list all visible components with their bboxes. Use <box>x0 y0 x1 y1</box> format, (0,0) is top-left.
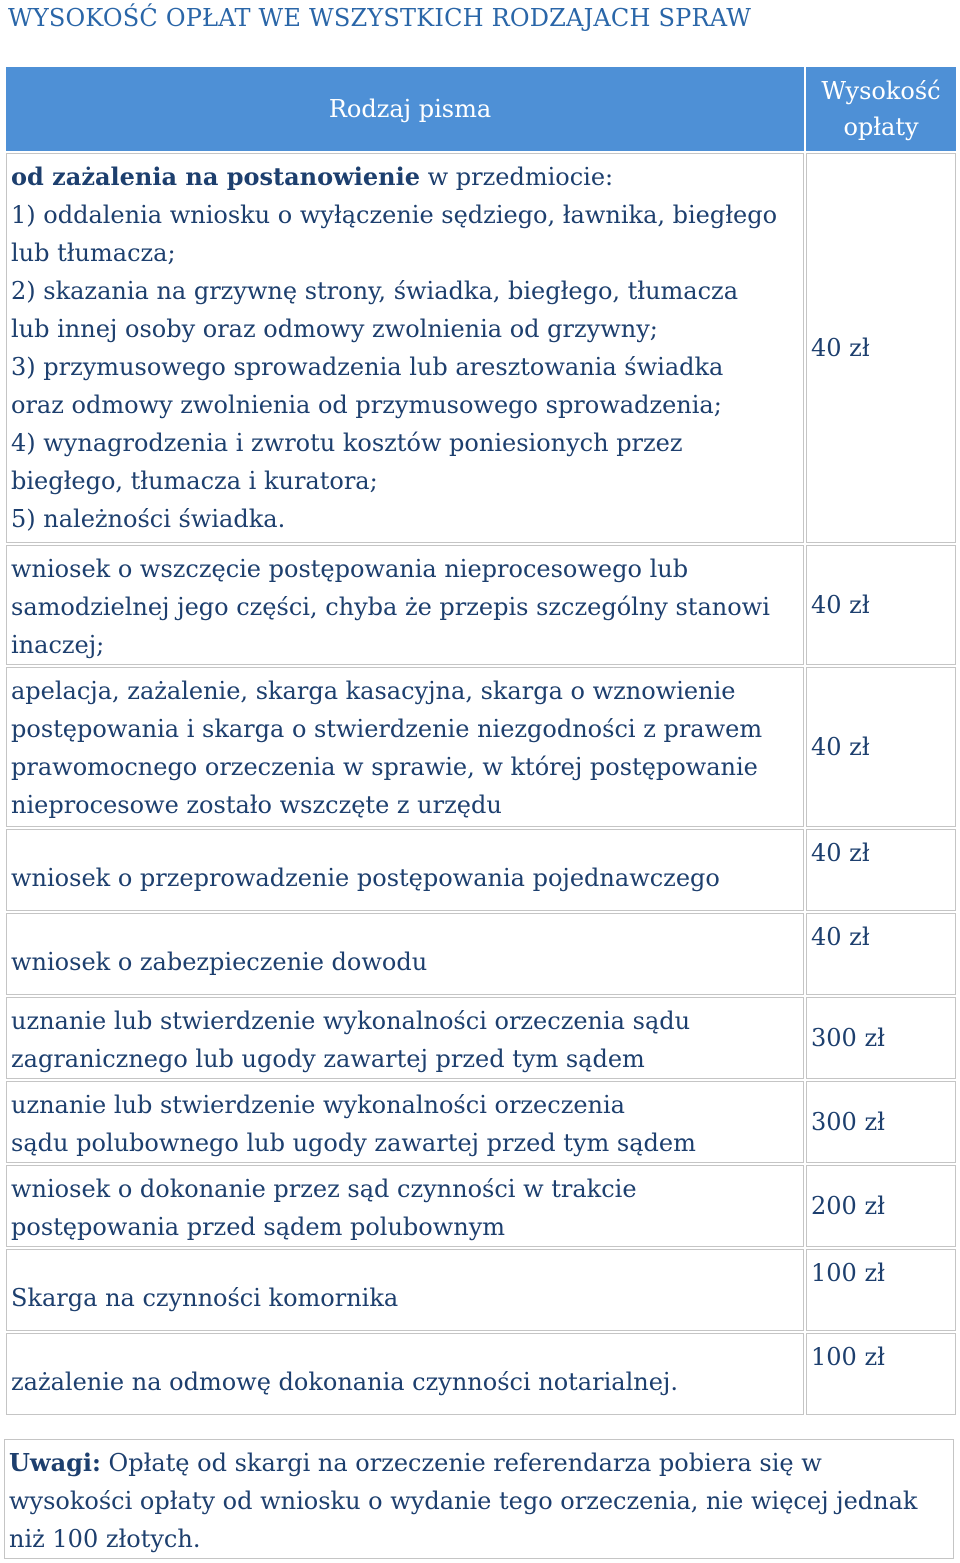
note-line: wysokości opłaty od wniosku o wydanie tego orzeczenia, nie więcej jednak <box>9 1487 918 1515</box>
row-line: postępowania przed sądem polubownym <box>11 1213 506 1241</box>
document-type-cell <box>6 1165 804 1247</box>
remarks-note <box>4 1439 954 1559</box>
document-type-cell <box>6 1081 804 1163</box>
table-row <box>6 1333 956 1415</box>
row-line: 5) należności świadka. <box>11 505 286 533</box>
table-row <box>6 829 956 911</box>
row-line: wniosek o dokonanie przez sąd czynności w trakcie <box>11 1175 637 1203</box>
fee-cell: 300 zł <box>806 1081 956 1163</box>
table-row <box>6 1249 956 1331</box>
page-title: WYSOKOŚĆ OPŁAT WE WSZYSTKICH RODZAJACH SPRAW <box>8 4 752 32</box>
table-header-row <box>6 67 956 151</box>
row-line: apelacja, zażalenie, skarga kasacyjna, skarga o wznowienie <box>11 677 736 705</box>
fee-cell: 40 zł <box>806 545 956 665</box>
table-row <box>6 667 956 827</box>
row-line: 2) skazania na grzywnę strony, świadka, biegłego, tłumacza <box>11 277 739 305</box>
row-line: wniosek o przeprowadzenie postępowania pojednawczego <box>11 864 720 892</box>
document-type-cell <box>6 1333 804 1415</box>
row-line: lub tłumacza; <box>11 239 176 267</box>
row-line: oraz odmowy zwolnienia od przymusowego sprowadzenia; <box>11 391 722 419</box>
fee-cell: 200 zł <box>806 1165 956 1247</box>
row-line: nieprocesowe zostało wszczęte z urzędu <box>11 791 502 819</box>
row-line: inaczej; <box>11 631 105 659</box>
fees-table <box>4 65 958 1417</box>
fee-cell: 100 zł <box>806 1333 956 1415</box>
row-line: lub innej osoby oraz odmowy zwolnienia od grzywny; <box>11 315 658 343</box>
row-line-text: w przedmiocie: <box>420 163 614 191</box>
document-type-cell <box>6 545 804 665</box>
document-type-cell <box>6 997 804 1079</box>
table-row <box>6 997 956 1079</box>
fee-cell: 300 zł <box>806 997 956 1079</box>
row-line <box>11 158 799 196</box>
note-line: niż 100 złotych. <box>9 1525 201 1553</box>
document-type-cell <box>6 829 804 911</box>
note-line <box>9 1444 947 1482</box>
row-line: 3) przymusowego sprowadzenia lub aresztowania świadka <box>11 353 724 381</box>
note-label: Uwagi: <box>9 1448 101 1477</box>
fee-cell: 100 zł <box>806 1249 956 1331</box>
fee-cell: 40 zł <box>806 913 956 995</box>
row-line: sądu polubownego lub ugody zawartej przed tym sądem <box>11 1129 696 1157</box>
row-line: wniosek o zabezpieczenie dowodu <box>11 948 428 976</box>
column-header-fee-line: Wysokość <box>821 77 941 105</box>
row-line: 4) wynagrodzenia i zwrotu kosztów poniesionych przez <box>11 429 683 457</box>
document-type-cell <box>6 913 804 995</box>
fee-cell: 40 zł <box>806 153 956 543</box>
document-type-cell <box>6 667 804 827</box>
column-header-fee-amount <box>806 67 956 151</box>
document-type-cell <box>6 1249 804 1331</box>
row-line: 1) oddalenia wniosku o wyłączenie sędziego, ławnika, biegłego <box>11 201 778 229</box>
row-line: biegłego, tłumacza i kuratora; <box>11 467 378 495</box>
note-line-text: Opłatę od skargi na orzeczenie referendarza pobiera się w <box>100 1449 822 1477</box>
row-line: wniosek o wszczęcie postępowania nieprocesowego lub <box>11 555 689 583</box>
column-header-fee-line: opłaty <box>843 113 919 141</box>
fee-cell: 40 zł <box>806 667 956 827</box>
row-line: postępowania i skarga o stwierdzenie niezgodności z prawem <box>11 715 763 743</box>
column-header-document-type: Rodzaj pisma <box>6 67 804 151</box>
table-row <box>6 913 956 995</box>
table-row <box>6 545 956 665</box>
row-line: zażalenie na odmowę dokonania czynności notarialnej. <box>11 1368 678 1396</box>
row-line: prawomocnego orzeczenia w sprawie, w której postępowanie <box>11 753 758 781</box>
fee-cell: 40 zł <box>806 829 956 911</box>
row-line: Skarga na czynności komornika <box>11 1284 399 1312</box>
row-line: zagranicznego lub ugody zawartej przed tym sądem <box>11 1045 645 1073</box>
row-lead-bold: od zażalenia na postanowienie <box>11 162 420 191</box>
table-row <box>6 1081 956 1163</box>
document-type-cell <box>6 153 804 543</box>
row-line: uznanie lub stwierdzenie wykonalności orzeczenia sądu <box>11 1007 691 1035</box>
table-row <box>6 153 956 543</box>
row-line: uznanie lub stwierdzenie wykonalności orzeczenia <box>11 1091 625 1119</box>
row-line: samodzielnej jego części, chyba że przepis szczególny stanowi <box>11 593 770 621</box>
table-row <box>6 1165 956 1247</box>
